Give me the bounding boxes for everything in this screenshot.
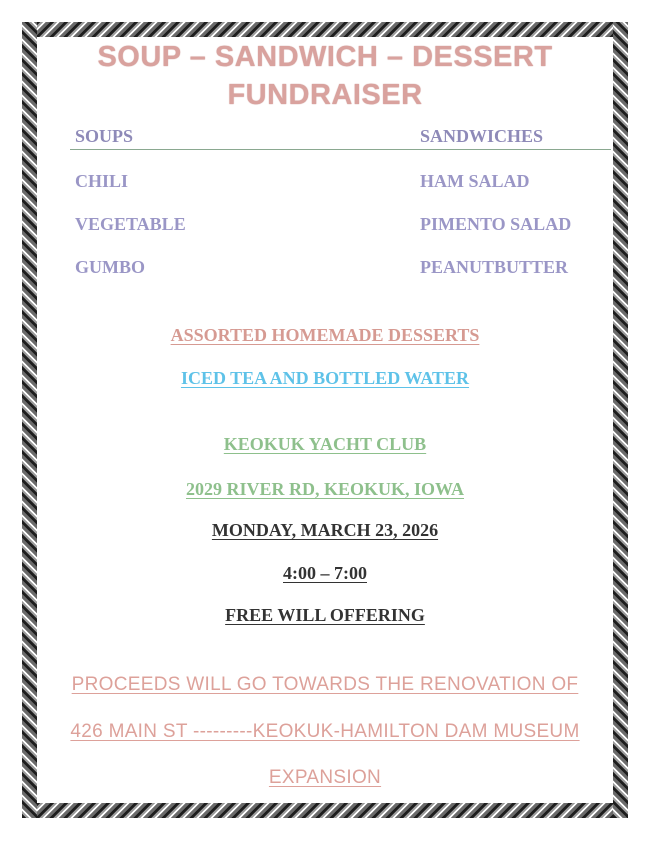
soups-heading: SOUPS xyxy=(75,126,134,146)
offering-line: FREE WILL OFFERING xyxy=(225,605,425,625)
venue-address: 2029 RIVER RD, KEOKUK, IOWA xyxy=(185,479,465,499)
sandwiches-heading: SANDWICHES xyxy=(420,126,544,146)
drinks-line: ICED TEA AND BOTTLED WATER xyxy=(180,368,470,388)
soup-item: GUMBO xyxy=(75,257,145,277)
decorative-border-left xyxy=(22,22,37,818)
desserts-line: ASSORTED HOMEMADE DESSERTS xyxy=(170,325,480,345)
soup-item: CHILI xyxy=(75,171,129,191)
decorative-border-bottom xyxy=(22,803,628,818)
venue-name: KEOKUK YACHT CLUB xyxy=(223,434,427,454)
proceeds-line-3: EXPANSION xyxy=(268,767,382,788)
proceeds-line-2: 426 MAIN ST ---------KEOKUK-HAMILTON DAM MUSEUM xyxy=(70,721,580,742)
proceeds-line-1: PROCEEDS WILL GO TOWARDS THE RENOVATION OF xyxy=(71,674,579,695)
flyer-subtitle: FUNDRAISER xyxy=(227,79,423,111)
event-time: 4:00 – 7:00 xyxy=(283,563,367,583)
event-date: MONDAY, MARCH 23, 2026 xyxy=(211,520,439,540)
sandwich-item: PIMENTO SALAD xyxy=(420,214,572,234)
flyer-title: SOUP – SANDWICH – DESSERT xyxy=(97,41,553,73)
sandwich-item: HAM SALAD xyxy=(420,171,530,191)
sandwich-item: PEANUTBUTTER xyxy=(420,257,569,277)
section-divider xyxy=(70,149,611,150)
decorative-border-top xyxy=(22,22,628,37)
decorative-border-right xyxy=(613,22,628,818)
soup-item: VEGETABLE xyxy=(75,214,186,234)
